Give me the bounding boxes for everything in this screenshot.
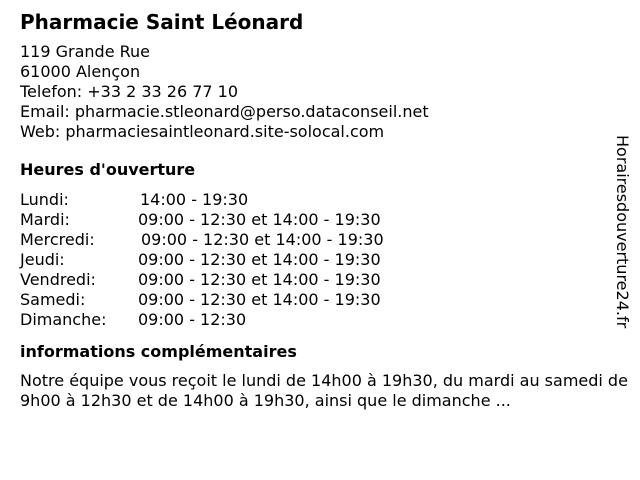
hours-day-label: Lundi: (20, 190, 69, 209)
hours-time-value: 09:00 - 12:30 et 14:00 - 19:30 (141, 230, 384, 249)
email-line: Email: pharmacie.stleonard@perso.dataconseil.net (20, 102, 429, 121)
hours-day-label: Dimanche: (20, 310, 107, 329)
hours-time-value: 09:00 - 12:30 et 14:00 - 19:30 (138, 290, 381, 309)
hours-day-label: Samedi: (20, 290, 86, 309)
hours-day-label: Vendredi: (20, 270, 96, 289)
opening-hours-list (20, 190, 618, 330)
hours-day-label: Mercredi: (20, 230, 95, 249)
hours-row-sunday (20, 310, 618, 330)
hours-time-value: 14:00 - 19:30 (140, 190, 249, 209)
additional-info-text: Notre équipe vous reçoit le lundi de 14h00 à 19h30, du mardi au samedi de 9h00 à 12h30 et de 14h00 à 19h30, ainsi que le dimanche ... (20, 371, 628, 410)
address-line-2: 61000 Alençon (20, 62, 141, 81)
pharmacy-name: Pharmacie Saint Léonard (20, 10, 304, 34)
hours-row-saturday (20, 290, 618, 310)
site-brand-watermark: Horairesdouverture24.fr (613, 135, 632, 329)
hours-row-monday (20, 190, 618, 210)
hours-day-label: Jeudi: (20, 250, 65, 269)
hours-time-value: 09:00 - 12:30 (138, 310, 247, 329)
hours-time-value: 09:00 - 12:30 et 14:00 - 19:30 (138, 210, 381, 229)
address-line-1: 119 Grande Rue (20, 42, 151, 61)
web-line: Web: pharmaciesaintleonard.site-solocal.com (20, 122, 385, 141)
phone-line: Telefon: +33 2 33 26 77 10 (20, 82, 239, 101)
contact-block (20, 42, 618, 142)
hours-day-label: Mardi: (20, 210, 70, 229)
opening-hours-title: Heures d'ouverture (20, 160, 196, 179)
hours-row-thursday (20, 250, 618, 270)
hours-row-wednesday (20, 230, 618, 250)
hours-time-value: 09:00 - 12:30 et 14:00 - 19:30 (138, 250, 381, 269)
hours-row-friday (20, 270, 618, 290)
additional-info-title: informations complémentaires (20, 342, 297, 361)
hours-row-tuesday (20, 210, 618, 230)
hours-time-value: 09:00 - 12:30 et 14:00 - 19:30 (138, 270, 381, 289)
